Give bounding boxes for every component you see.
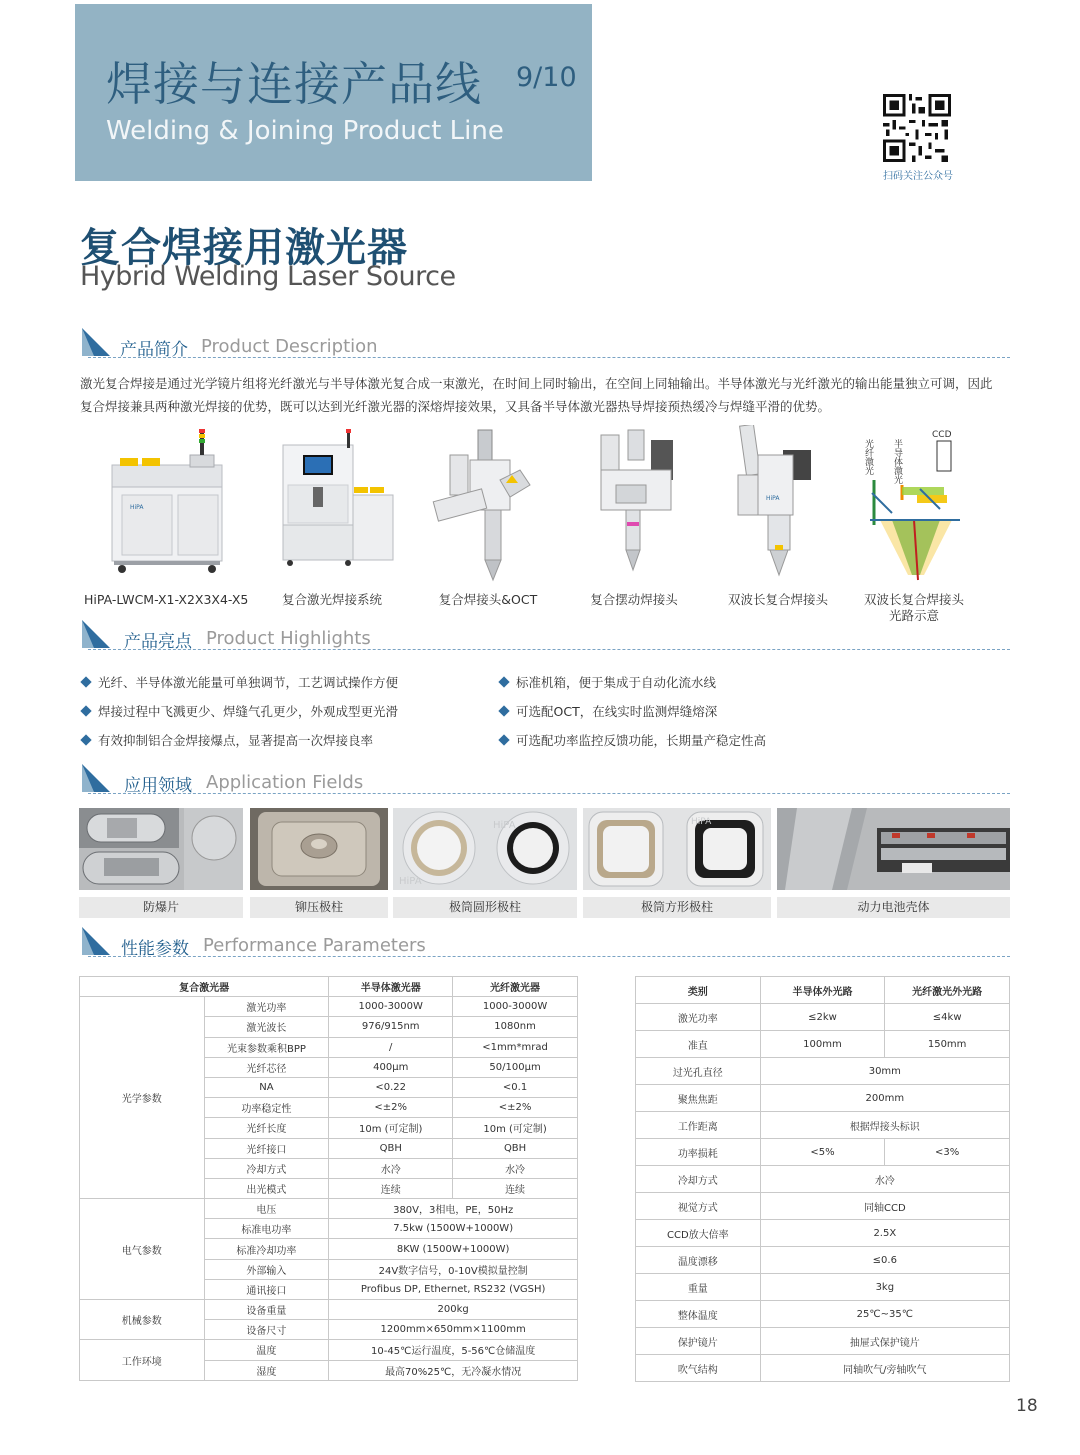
value-cell: 连续 <box>453 1178 578 1198</box>
page-title-cn: 复合焊接用激光器 <box>80 225 408 271</box>
laser-spec-table <box>79 976 578 1381</box>
table-header-cell: 复合激光器 <box>80 977 329 997</box>
param-name-cell: 激光功率 <box>636 1004 761 1031</box>
param-name-cell: 准直 <box>636 1031 761 1058</box>
table-row <box>636 1166 1010 1193</box>
value-cell: 同轴吹气/旁轴吹气 <box>760 1355 1009 1382</box>
value-cell: 水冷 <box>453 1158 578 1178</box>
value-cell: 380V，3相电，PE，50Hz <box>329 1199 578 1219</box>
table-row <box>636 1031 1010 1058</box>
qr-code-icon <box>883 94 951 162</box>
value-cell: 10-45℃运行温度，5-56℃仓储温度 <box>329 1340 578 1360</box>
watermark: HiPA <box>399 876 422 887</box>
app-caption-3: 极筒圆形极柱 <box>393 897 577 918</box>
product-label-3: 复合焊接头&OCT <box>438 592 538 607</box>
param-name-cell: 功率稳定性 <box>204 1098 329 1118</box>
table-row <box>636 1058 1010 1085</box>
section-triangle-icon <box>80 620 112 650</box>
value-cell: 同轴CCD <box>760 1193 1009 1220</box>
param-name-cell: 温度漂移 <box>636 1247 761 1274</box>
param-name-cell: 出光模式 <box>204 1178 329 1198</box>
section-divider <box>88 793 1010 794</box>
value-cell: 30mm <box>760 1058 1009 1085</box>
value-cell: ≤4kw <box>885 1004 1010 1031</box>
param-name-cell: 外部输入 <box>204 1259 329 1279</box>
highlight-item: 可选配OCT，在线实时监测焊缝熔深 <box>500 702 717 720</box>
value-cell: 10m (可定制) <box>329 1118 453 1138</box>
table-row <box>636 1220 1010 1247</box>
app-caption-4: 极筒方形极柱 <box>583 897 771 918</box>
product-label-6-line1: 双波长复合焊接头 <box>863 592 964 607</box>
app-image-battery-case <box>777 808 1010 890</box>
value-cell: <±2% <box>329 1098 453 1118</box>
value-cell: / <box>329 1037 453 1057</box>
value-cell: 200mm <box>760 1085 1009 1112</box>
section-divider <box>88 956 1010 957</box>
page-number: 18 <box>1016 1396 1038 1416</box>
param-name-cell: 光纤芯径 <box>204 1057 329 1077</box>
diamond-bullet-icon <box>498 676 509 687</box>
value-cell: 10m (可定制) <box>453 1118 578 1138</box>
section-title-en: Performance Parameters <box>203 935 426 956</box>
param-name-cell: 标准电功率 <box>204 1219 329 1239</box>
table-header-cell: 半导体激光器 <box>329 977 453 997</box>
highlight-item: 标准机箱，便于集成于自动化流水线 <box>500 673 716 691</box>
section-title-cn: 产品简介 <box>120 340 188 360</box>
diamond-bullet-icon <box>80 734 91 745</box>
app-image-square-pole <box>583 808 771 890</box>
table-row <box>636 1085 1010 1112</box>
svg-text:HiPA: HiPA <box>766 495 780 502</box>
param-name-cell: 聚焦焦距 <box>636 1085 761 1112</box>
product-label-5: 双波长复合焊接头 <box>727 592 828 607</box>
table-header-row <box>636 977 1010 1004</box>
svg-text:HiPA: HiPA <box>130 504 144 511</box>
param-name-cell: 标准冷却功率 <box>204 1239 329 1259</box>
product-label-2: 复合激光焊接系统 <box>281 592 382 607</box>
hybrid-wobble-head-image <box>586 425 726 585</box>
table-header-cell: 光纤激光外光路 <box>885 977 1010 1004</box>
app-image-riveted-pole <box>250 808 388 890</box>
watermark: HiPA <box>691 817 712 827</box>
value-cell: 8KW (1500W+1000W) <box>329 1239 578 1259</box>
section-title-en: Application Fields <box>206 772 364 793</box>
diamond-bullet-icon <box>80 676 91 687</box>
value-cell: 1200mm×650mm×1100mm <box>329 1320 578 1340</box>
table-header-cell: 类别 <box>636 977 761 1004</box>
diamond-bullet-icon <box>498 705 509 716</box>
value-cell: 连续 <box>329 1178 453 1198</box>
param-name-cell: 光束参数乘积BPP <box>204 1037 329 1057</box>
section-triangle-icon <box>80 328 112 358</box>
product-label-4: 复合摆动焊接头 <box>590 592 678 607</box>
param-name-cell: 冷却方式 <box>204 1158 329 1178</box>
param-name-cell: 设备重量 <box>204 1300 329 1320</box>
watermark: HiPA <box>493 820 516 831</box>
table-row <box>636 1274 1010 1301</box>
header-page-indicator: 9/10 <box>516 62 577 93</box>
section-title-cn: 产品亮点 <box>124 632 192 652</box>
product-label-6-line2: 光路示意 <box>888 608 939 623</box>
value-cell: 根据焊接头标识 <box>760 1112 1009 1139</box>
value-cell: 3kg <box>760 1274 1009 1301</box>
param-name-cell: 吹气结构 <box>636 1355 761 1382</box>
param-name-cell: 重量 <box>636 1274 761 1301</box>
table-row <box>636 1328 1010 1355</box>
app-caption-2: 铆压极柱 <box>250 897 388 918</box>
hybrid-welding-system-image <box>268 425 408 585</box>
param-name-cell: 保护镜片 <box>636 1328 761 1355</box>
value-cell: <3% <box>885 1139 1010 1166</box>
value-cell: <1mm*mrad <box>453 1037 578 1057</box>
table-row <box>636 1301 1010 1328</box>
param-name-cell: 工作距离 <box>636 1112 761 1139</box>
group-label-cell: 工作环境 <box>80 1340 205 1380</box>
param-name-cell: 温度 <box>204 1340 329 1360</box>
app-caption-1: 防爆片 <box>79 897 243 918</box>
value-cell: <±2% <box>453 1098 578 1118</box>
header-title-en: Welding & Joining Product Line <box>106 116 504 146</box>
qr-caption: 扫码关注公众号 <box>883 171 953 182</box>
table-row <box>80 997 578 1017</box>
value-cell: ≤0.6 <box>760 1247 1009 1274</box>
table-row <box>636 1247 1010 1274</box>
section-title-cn: 应用领域 <box>124 776 192 796</box>
group-label-cell: 机械参数 <box>80 1300 205 1340</box>
app-image-round-pole <box>393 808 577 890</box>
param-name-cell: NA <box>204 1077 329 1097</box>
param-name-cell: 通讯接口 <box>204 1279 329 1299</box>
section-triangle-icon <box>80 764 112 794</box>
value-cell: QBH <box>453 1138 578 1158</box>
value-cell: <0.1 <box>453 1077 578 1097</box>
diagram-label-semi: 半导体激光 <box>892 439 902 484</box>
header-title-cn: 焊接与连接产品线 <box>106 57 482 111</box>
section-highlights-heading <box>80 620 1010 654</box>
param-name-cell: 光纤接口 <box>204 1138 329 1158</box>
value-cell: 976/915nm <box>329 1017 453 1037</box>
section-triangle-icon <box>80 927 112 957</box>
value-cell: 7.5kw (1500W+1000W) <box>329 1219 578 1239</box>
diamond-bullet-icon <box>80 705 91 716</box>
section-title-en: Product Highlights <box>206 628 371 649</box>
section-divider <box>88 357 1010 358</box>
table-header-cell: 半导体外光路 <box>760 977 885 1004</box>
optical-path-spec-table <box>635 976 1010 1382</box>
table-row <box>80 1300 578 1320</box>
section-applications-heading <box>80 764 1010 798</box>
app-caption-5: 动力电池壳体 <box>777 897 1010 918</box>
diagram-label-ccd: CCD <box>932 430 952 440</box>
value-cell: Profibus DP, Ethernet, RS232 (VGSH) <box>329 1279 578 1299</box>
table-header-cell: 光纤激光器 <box>453 977 578 997</box>
value-cell: <5% <box>760 1139 885 1166</box>
optical-path-diagram <box>862 425 1002 585</box>
value-cell: 24V数字信号，0-10V模拟量控制 <box>329 1259 578 1279</box>
table-row <box>80 1199 578 1219</box>
table-row <box>80 1340 578 1360</box>
param-name-cell: 湿度 <box>204 1360 329 1380</box>
table-row <box>636 1112 1010 1139</box>
value-cell: 1000-3000W <box>329 997 453 1017</box>
dual-wavelength-head-image <box>728 425 868 585</box>
section-title-en: Product Description <box>201 336 378 357</box>
section-description-heading <box>80 328 1010 362</box>
value-cell: 1000-3000W <box>453 997 578 1017</box>
value-cell: ≤2kw <box>760 1004 885 1031</box>
value-cell: 200kg <box>329 1300 578 1320</box>
highlight-item: 焊接过程中飞溅更少、焊缝气孔更少，外观成型更光滑 <box>82 702 398 720</box>
param-name-cell: 视觉方式 <box>636 1193 761 1220</box>
param-name-cell: 电压 <box>204 1199 329 1219</box>
value-cell: <0.22 <box>329 1077 453 1097</box>
highlight-item: 光纤、半导体激光能量可单独调节，工艺调试操作方便 <box>82 673 398 691</box>
value-cell: 最高70%25℃，无冷凝水情况 <box>329 1360 578 1380</box>
param-name-cell: 整体温度 <box>636 1301 761 1328</box>
table-header-row <box>80 977 578 997</box>
value-cell: QBH <box>329 1138 453 1158</box>
value-cell: 抽屉式保护镜片 <box>760 1328 1009 1355</box>
value-cell: 水冷 <box>760 1166 1009 1193</box>
highlight-item: 有效抑制铝合金焊接爆点，显著提高一次焊接良率 <box>82 731 373 749</box>
section-parameters-heading <box>80 927 1010 961</box>
product-description: 激光复合焊接是通过光学镜片组将光纤激光与半导体激光复合成一束激光，在时间上同时输出，在空间上同轴输出。半导体激光与光纤激光的输出能量独立可调，因此复合焊接兼具两种激光焊接的优势，既可以达到光纤激光器的深熔焊接效果，又具备半导体激光器热导焊接预热缓冷与焊缝平滑的优势。 <box>80 376 993 414</box>
param-name-cell: 激光功率 <box>204 997 329 1017</box>
value-cell: 水冷 <box>329 1158 453 1178</box>
product-label-1: HiPA-LWCM-X1-X2X3X4-X5 <box>84 592 249 607</box>
value-cell: 400μm <box>329 1057 453 1077</box>
group-label-cell: 光学参数 <box>80 997 205 1199</box>
param-name-cell: CCD放大倍率 <box>636 1220 761 1247</box>
laser-cabinet-image <box>100 425 240 585</box>
param-name-cell: 过光孔直径 <box>636 1058 761 1085</box>
value-cell: 2.5X <box>760 1220 1009 1247</box>
table-row <box>636 1355 1010 1382</box>
app-image-explosion-vent <box>79 808 243 890</box>
value-cell: 150mm <box>885 1031 1010 1058</box>
highlight-item: 可选配功率监控反馈功能，长期量产稳定性高 <box>500 731 766 749</box>
param-name-cell: 冷却方式 <box>636 1166 761 1193</box>
section-title-cn: 性能参数 <box>121 939 189 959</box>
page-title-en: Hybrid Welding Laser Source <box>80 261 456 292</box>
section-divider <box>88 649 1010 650</box>
param-name-cell: 激光波长 <box>204 1017 329 1037</box>
value-cell: 50/100μm <box>453 1057 578 1077</box>
param-name-cell: 功率损耗 <box>636 1139 761 1166</box>
param-name-cell: 设备尺寸 <box>204 1320 329 1340</box>
value-cell: 100mm <box>760 1031 885 1058</box>
group-label-cell: 电气参数 <box>80 1199 205 1300</box>
table-row <box>636 1004 1010 1031</box>
table-row <box>636 1193 1010 1220</box>
hybrid-welding-head-oct-image <box>430 425 570 585</box>
diamond-bullet-icon <box>498 734 509 745</box>
table-row <box>636 1139 1010 1166</box>
param-name-cell: 光纤长度 <box>204 1118 329 1138</box>
value-cell: 25℃~35℃ <box>760 1301 1009 1328</box>
value-cell: 1080nm <box>453 1017 578 1037</box>
diagram-label-fiber: 光纤激光 <box>863 439 873 475</box>
